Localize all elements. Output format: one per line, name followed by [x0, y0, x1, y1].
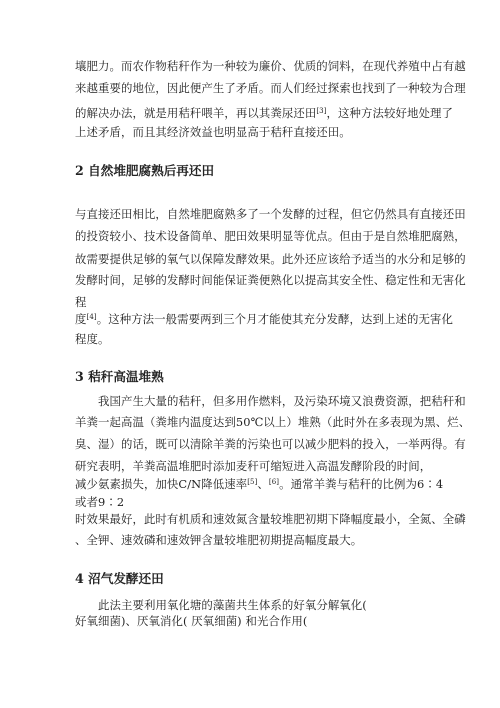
paragraph-line: 羊粪一起高温（粪堆内温度达到50℃以上）堆熟（此时外在多表现为黑、烂、 [75, 415, 471, 429]
paragraph-line: 故需要提供足够的氧气以保障发酵效果。此外还应该给予适当的水分和足够的 [75, 252, 466, 266]
text-span: 度 [75, 312, 87, 326]
paragraph-line [75, 104, 453, 120]
text-span: 的解决办法，就是用秸秆喂羊，再以其粪尿还田 [75, 106, 317, 120]
paragraph-line: 发酵时间，足够的发酵时间能保证粪便熟化以提高其安全性、稳定性和无害化 [75, 273, 466, 287]
paragraph-line: 与直接还田相比，自然堆肥腐熟多了一个发酵的过程，但它仍然具有直接还田 [75, 207, 466, 221]
citation-ref: [5] [247, 478, 258, 486]
citation-ref: [4] [86, 313, 97, 321]
paragraph-line: 好氧细菌)、厌氧消化( 厌氧细菌) 和光合作用( [75, 614, 308, 628]
paragraph-line: 的投资较小、技术设备简单、肥田效果明显等优点。但由于是自然堆肥腐熟， [75, 229, 466, 243]
text-span: ，这种方法较好地处理了 [326, 106, 453, 120]
paragraph-line: 程 [75, 295, 87, 309]
section-heading: 2 自然堆肥腐熟后再还田 [75, 163, 215, 178]
paragraph-line: 上述矛盾，而且其经济效益也明显高于秸秆直接还田。 [75, 125, 351, 139]
section-heading: 4 沼气发酵还田 [75, 571, 164, 586]
paragraph-line: 我国产生大量的秸秆，但多用作燃料，及污染环境又浪费资源，把秸秆和 [98, 394, 466, 408]
section-heading: 3 秸秆高温堆熟 [75, 369, 164, 384]
citation-ref: [3] [316, 107, 327, 115]
paragraph-line: 来越重要的地位，因此便产生了矛盾。而人们经过探索也找到了一种较为合理 [75, 81, 466, 95]
paragraph-line: 程度。 [75, 332, 110, 346]
paragraph-line: 研究表明，羊粪高温堆肥时添加麦秆可缩短进入高温发酵阶段的时间， [75, 459, 432, 473]
citation-ref: [6] [268, 478, 280, 486]
paragraph-line: 壤肥力。而农作物秸秆作为一种较为廉价、优质的饲料，在现代养殖中占有越 [75, 59, 466, 73]
text-span: 、 [257, 477, 269, 491]
text-span: 。这种方法一般需要两到三个月才能使其充分发酵，达到上述的无害化 [96, 312, 453, 326]
paragraph-line: 臭、湿）的话，既可以清除羊粪的污染也可以减少肥料的投入，一举两得。有 [75, 437, 466, 451]
paragraph-line [75, 310, 453, 326]
text-span: 减少氨素损失，加快C/N降低速率 [75, 477, 248, 491]
paragraph-line: 或者9∶2 [75, 495, 125, 509]
paragraph-line: 、全钾、速效磷和速效钾含量较堆肥初期提高幅度最大。 [75, 533, 363, 547]
paragraph-line: 时效果最好，此时有机质和速效氮含量较堆肥初期下降幅度最小，全氮、全磷 [75, 512, 466, 526]
text-span: 。通常羊粪与秸秆的比例为6∶4 [279, 477, 444, 491]
paragraph-line [75, 475, 443, 491]
paragraph-line: 此法主要利用氧化塘的藻菌共生体系的好氧分解氧化( [98, 598, 367, 612]
